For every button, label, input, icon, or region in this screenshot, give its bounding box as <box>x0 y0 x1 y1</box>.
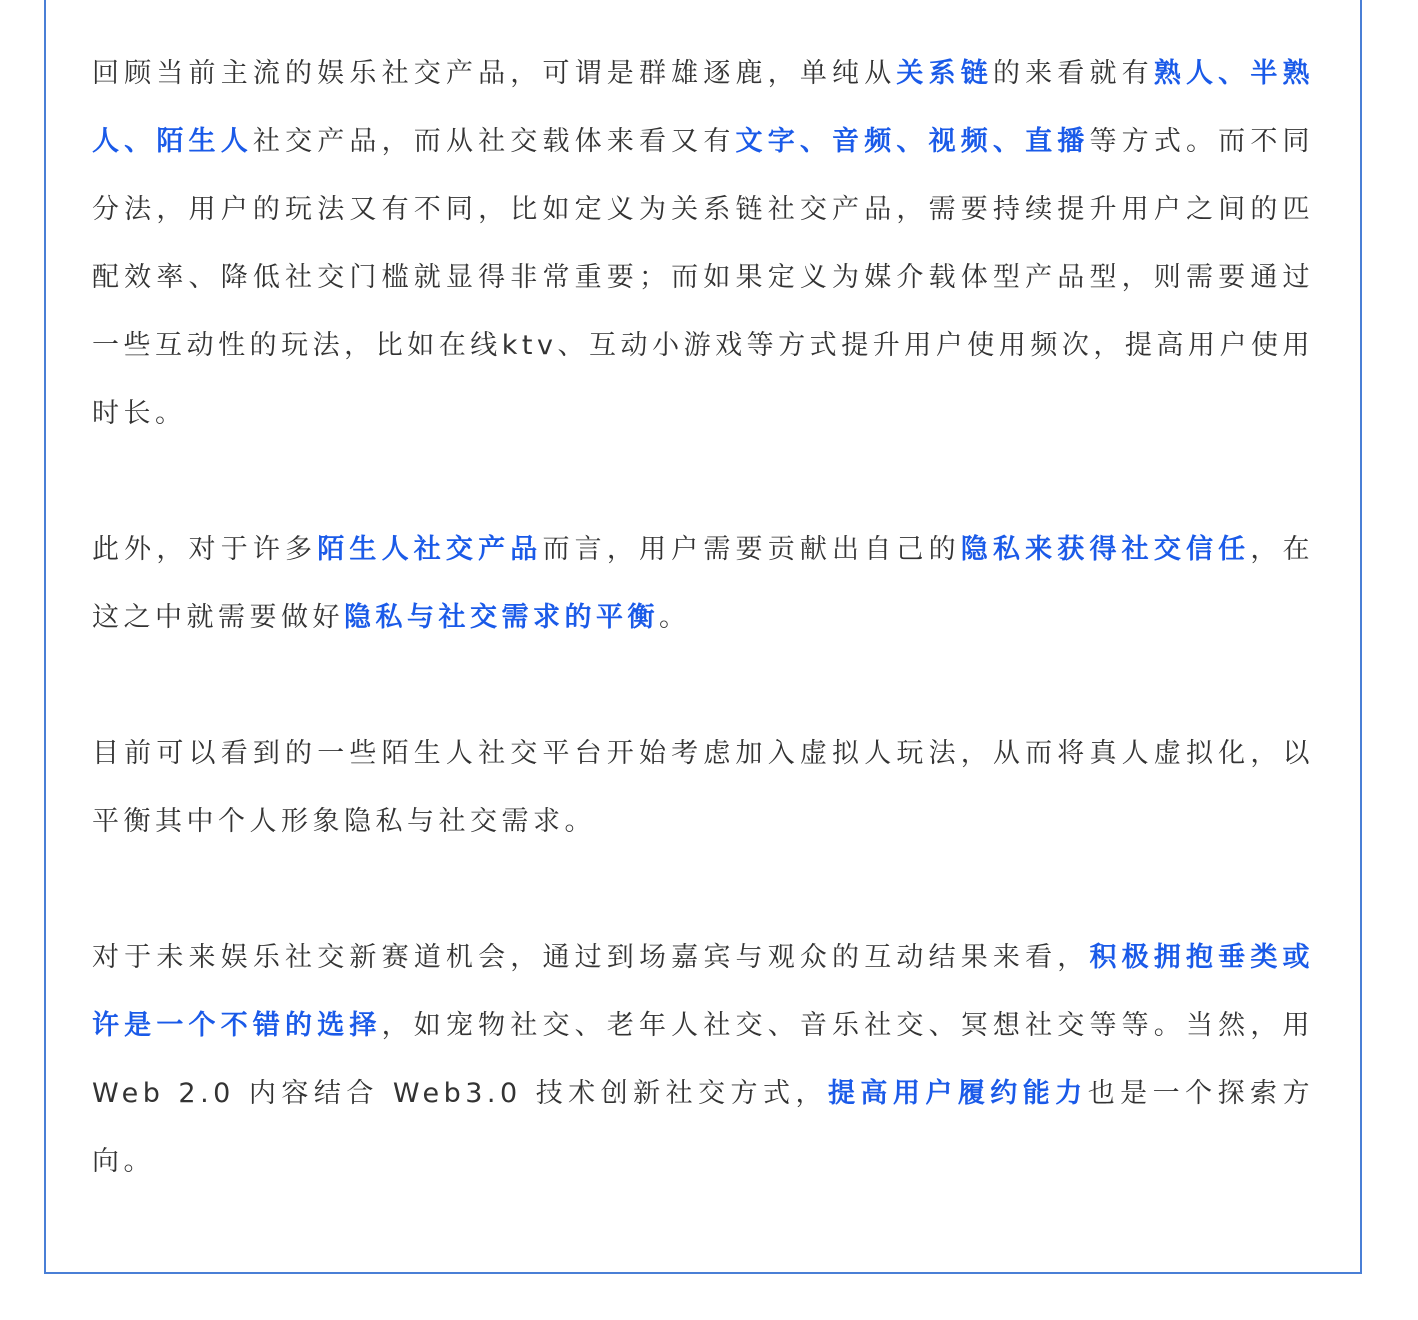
text-segment: 等方式。而不同分法，用户的玩法又有不同，比如定义为关系链社交产品，需要持续提升用户之间的匹配效率、降低社交门槛就显得非常重要；而如果定义为媒介载体型产品型，则需要通过一些互动性的玩法，比如在线ktv、互动小游戏等方式提升用户使用频次，提高用户使用时长。 <box>92 126 1315 429</box>
text-segment: 的来看就有 <box>992 58 1154 89</box>
paragraph-2 <box>92 516 1314 652</box>
paragraph-1 <box>92 40 1314 448</box>
text-segment: ，在这之中就需要做好 <box>92 534 1315 633</box>
text-segment: 回顾当前主流的娱乐社交产品，可谓是群雄逐鹿，单纯从 <box>92 58 897 89</box>
text-segment: 。 <box>659 602 691 633</box>
article-body <box>92 40 1314 1264</box>
text-segment: 也是一个探索方向。 <box>92 1078 1315 1177</box>
highlight-segment: 隐私来获得社交信任 <box>960 534 1251 565</box>
highlight-segment: 文字、音频、视频、直播 <box>735 126 1090 157</box>
text-segment: 社交产品，而从社交载体来看又有 <box>252 126 736 157</box>
paragraph-4 <box>92 924 1314 1196</box>
highlight-segment: 关系链 <box>896 58 993 89</box>
highlight-segment: 积极拥抱垂类或许是一个不错的选择 <box>92 942 1315 1041</box>
highlight-segment: 隐私与社交需求的平衡 <box>344 602 659 633</box>
highlight-segment: 陌生人社交产品 <box>317 534 543 565</box>
text-segment: 而言，用户需要贡献出自己的 <box>542 534 961 565</box>
highlight-segment: 提高用户履约能力 <box>827 1078 1088 1109</box>
paragraph-3 <box>92 720 1314 856</box>
text-segment: 目前可以看到的一些陌生人社交平台开始考虑加入虚拟人玩法，从而将真人虚拟化，以平衡其中个人形象隐私与社交需求。 <box>92 738 1314 837</box>
highlight-segment: 熟人、半熟人、陌生人 <box>92 58 1315 157</box>
text-segment: ，如宠物社交、老年人社交、音乐社交、冥想社交等等。当然，用Web 2.0 内容结合 Web3.0 技术创新社交方式， <box>92 1010 1315 1109</box>
text-segment: 此外，对于许多 <box>92 534 318 565</box>
text-segment: 对于未来娱乐社交新赛道机会，通过到场嘉宾与观众的互动结果来看， <box>92 942 1090 973</box>
